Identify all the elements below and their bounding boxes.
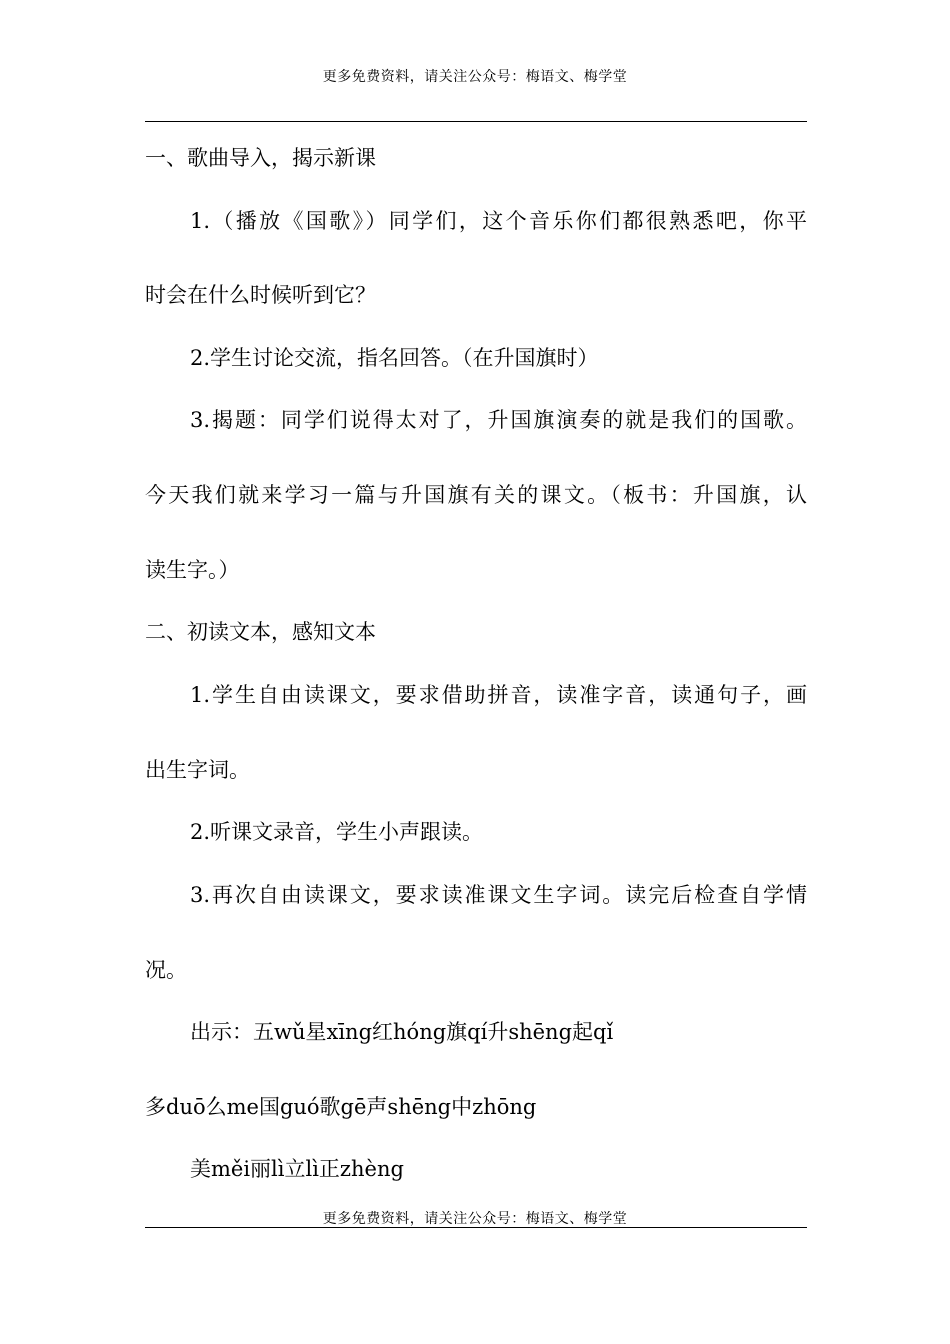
footer-rule bbox=[145, 1227, 807, 1228]
header-rule bbox=[145, 121, 807, 122]
paragraph-line: 3.再次自由读课文，要求读准课文生字词。读完后检查自学情 bbox=[190, 883, 807, 907]
page-header-text: 更多免费资料，请关注公众号：梅语文、梅学堂 bbox=[322, 69, 628, 85]
paragraph-line: 1.学生自由读课文，要求借助拼音，读准字音，读通句子，画 bbox=[190, 683, 807, 707]
page-footer-text: 更多免费资料，请关注公众号：梅语文、梅学堂 bbox=[322, 1211, 628, 1227]
paragraph-line: 3.揭题：同学们说得太对了，升国旗演奏的就是我们的国歌。 bbox=[190, 408, 807, 432]
pinyin-line: 出示：五wǔ星xīng红hóng旗qí升shēng起qǐ bbox=[190, 1020, 614, 1044]
paragraph-line: 1.（播放《国歌》）同学们，这个音乐你们都很熟悉吧，你平 bbox=[190, 209, 807, 233]
pinyin-line: 多duō么me国guó歌gē声shēng中zhōng bbox=[145, 1095, 537, 1119]
paragraph-line: 2.学生讨论交流，指名回答。（在升国旗时） bbox=[190, 346, 599, 370]
section-heading-1: 一、歌曲导入，揭示新课 bbox=[145, 146, 376, 170]
paragraph-line: 今天我们就来学习一篇与升国旗有关的课文。（板书：升国旗，认 bbox=[145, 483, 807, 507]
paragraph-line: 2.听课文录音，学生小声跟读。 bbox=[190, 820, 484, 844]
paragraph-line: 读生字。） bbox=[145, 558, 240, 582]
section-heading-2: 二、初读文本，感知文本 bbox=[145, 620, 376, 644]
pinyin-line: 美měi丽lì立lì正zhèng bbox=[190, 1157, 404, 1181]
paragraph-line: 况。 bbox=[145, 958, 187, 982]
paragraph-line: 时会在什么时候听到它？ bbox=[145, 283, 376, 307]
paragraph-line: 出生字词。 bbox=[145, 758, 250, 782]
